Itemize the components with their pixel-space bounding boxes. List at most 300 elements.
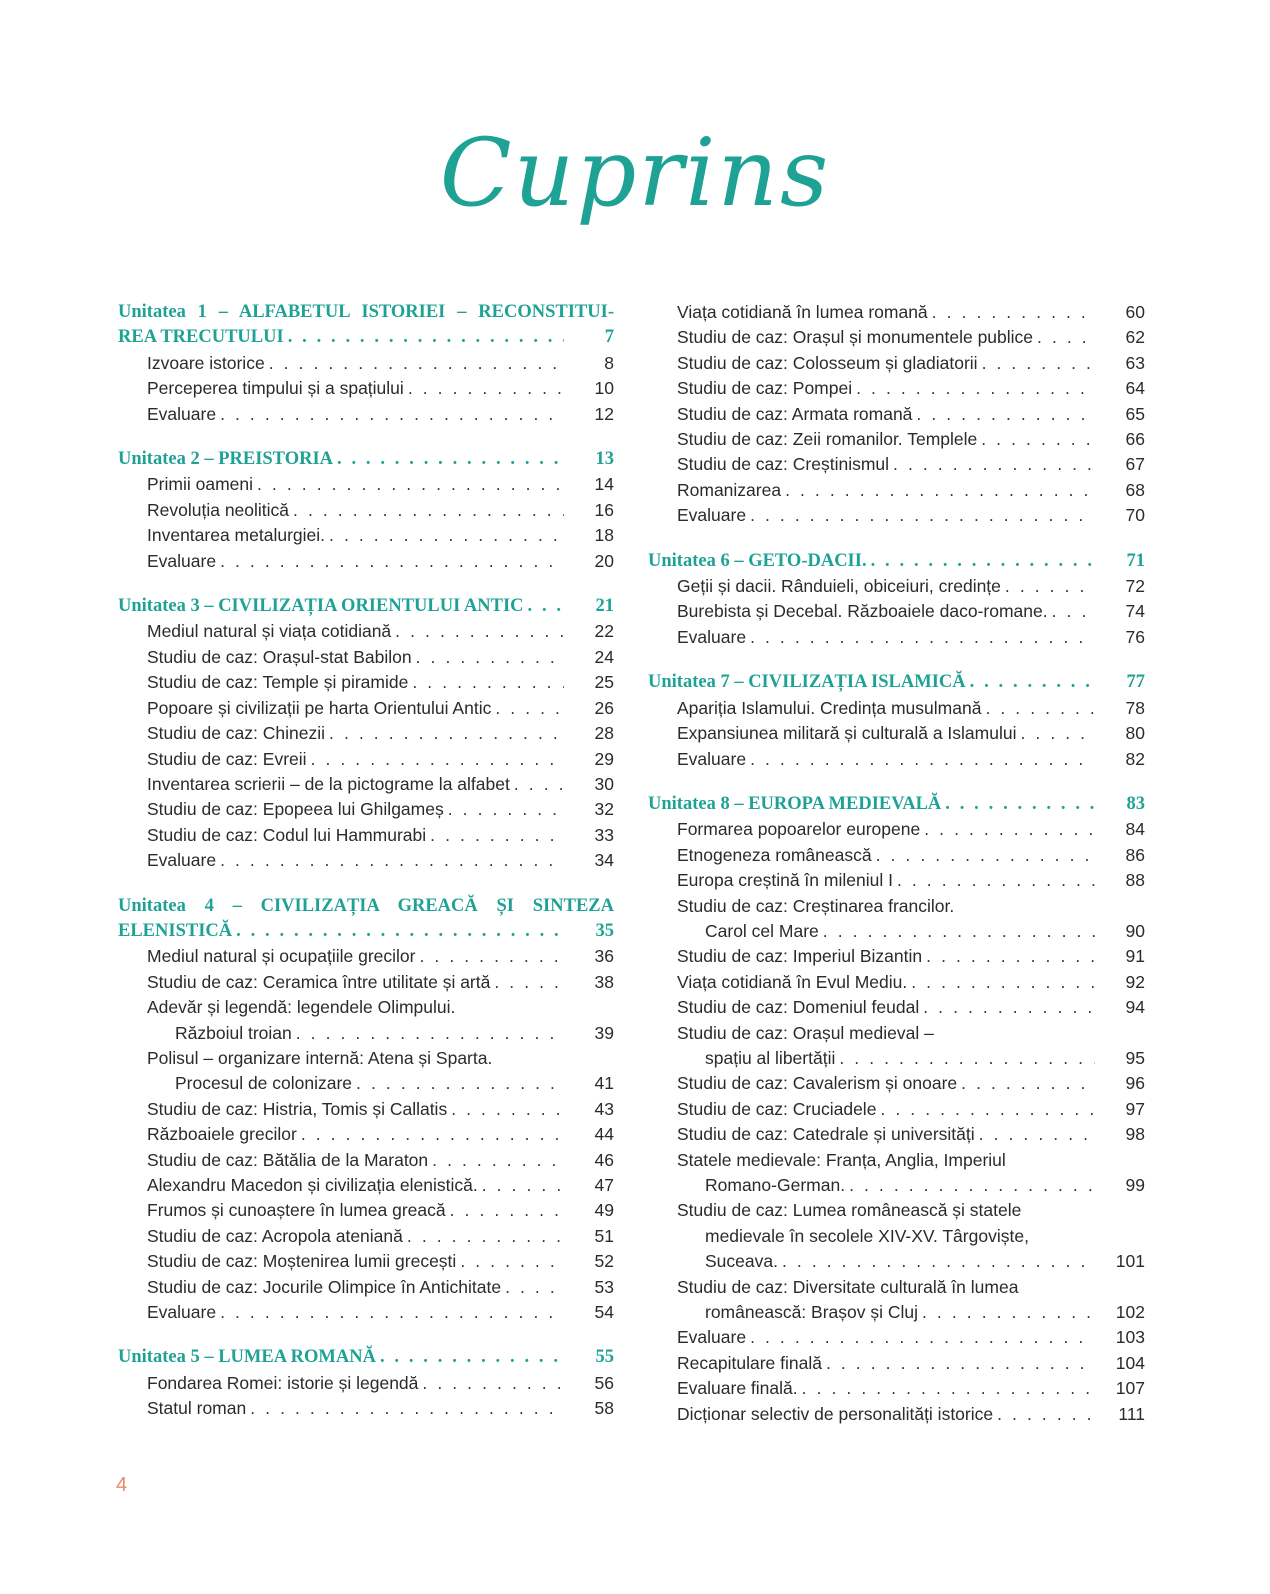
toc-page-number: 49 bbox=[594, 1200, 614, 1221]
toc-page-number: 62 bbox=[1125, 327, 1145, 348]
toc-entry[interactable] bbox=[648, 944, 1145, 969]
leader-dots bbox=[514, 772, 564, 797]
unit-page-number: 35 bbox=[595, 920, 614, 941]
toc-entry[interactable] bbox=[648, 1071, 1145, 1096]
toc-entry-title: Războiul troian bbox=[175, 1022, 292, 1043]
toc-entry-title: Studiu de caz: Orașul-stat Babilon bbox=[147, 646, 412, 667]
leader-dots bbox=[451, 1097, 564, 1122]
toc-entry[interactable] bbox=[648, 351, 1145, 376]
toc-entry-title: Mediul natural și ocupațiile grecilor bbox=[147, 946, 416, 967]
toc-page-number: 20 bbox=[594, 550, 614, 571]
toc-page-number: 29 bbox=[594, 748, 614, 769]
toc-page-number: 66 bbox=[1125, 429, 1145, 450]
leader-dots bbox=[802, 1376, 1095, 1401]
toc-entry[interactable] bbox=[118, 797, 614, 822]
toc-entry[interactable] bbox=[118, 1097, 614, 1122]
toc-entry-title: Viața cotidiană în Evul Mediu. bbox=[677, 971, 908, 992]
toc-entry-line[interactable]: Statele medievale: Franța, Anglia, Imperiul bbox=[677, 1149, 1006, 1170]
toc-entry[interactable] bbox=[118, 351, 614, 376]
toc-page-number: 43 bbox=[594, 1098, 614, 1119]
leader-dots bbox=[220, 848, 564, 873]
toc-entry[interactable] bbox=[118, 823, 614, 848]
toc-entry-title: Evaluare bbox=[677, 505, 747, 526]
toc-entry-title: Studiu de caz: Bătălia de la Maraton bbox=[147, 1149, 429, 1170]
toc-entry[interactable] bbox=[648, 868, 1145, 893]
toc-page-number: 22 bbox=[594, 621, 614, 642]
toc-entry-title: Războaiele grecilor bbox=[147, 1124, 297, 1145]
toc-page-number: 33 bbox=[594, 824, 614, 845]
leader-dots bbox=[826, 1351, 1095, 1376]
leader-dots bbox=[329, 523, 564, 548]
leader-dots bbox=[923, 995, 1095, 1020]
toc-entry-title: românească: Brașov și Cluj bbox=[705, 1302, 918, 1323]
leader-dots bbox=[823, 919, 1095, 944]
leader-dots bbox=[356, 1071, 564, 1096]
leader-dots bbox=[849, 1173, 1095, 1198]
unit-heading-line[interactable]: Unitatea 1 – ALFABETUL ISTORIEI – RECONSTITUI- bbox=[118, 302, 614, 322]
leader-dots bbox=[897, 868, 1095, 893]
toc-entry-title: Europa creștină în mileniul I bbox=[677, 870, 893, 891]
leader-dots bbox=[296, 1021, 564, 1046]
toc-unit bbox=[118, 447, 614, 574]
leader-dots bbox=[250, 1396, 564, 1421]
toc-entry[interactable] bbox=[648, 970, 1145, 995]
toc-entry[interactable] bbox=[648, 995, 1145, 1020]
toc-page-number: 38 bbox=[594, 971, 614, 992]
toc-unit bbox=[648, 549, 1145, 651]
toc-entry[interactable] bbox=[648, 1097, 1145, 1122]
leader-dots bbox=[430, 823, 564, 848]
unit-heading[interactable] bbox=[648, 549, 1145, 574]
toc-entry[interactable] bbox=[648, 478, 1145, 503]
toc-entry-title: Studiu de caz: Domeniul feudal bbox=[677, 997, 920, 1018]
leader-dots bbox=[979, 1122, 1095, 1147]
unit-heading-text: Unitatea 8 – EUROPA MEDIEVALĂ bbox=[648, 793, 942, 814]
unit-heading-text: REA TRECUTULUI bbox=[118, 327, 284, 348]
leader-dots bbox=[220, 549, 564, 574]
unit-heading[interactable] bbox=[118, 1345, 614, 1370]
toc-entry-line[interactable]: Studiu de caz: Orașul medieval – bbox=[677, 1022, 934, 1043]
leader-dots bbox=[1005, 574, 1095, 599]
toc-entry[interactable] bbox=[648, 427, 1145, 452]
toc-entry[interactable] bbox=[118, 848, 614, 873]
toc-page-number: 41 bbox=[594, 1073, 614, 1094]
toc-page-number: 76 bbox=[1125, 626, 1145, 647]
toc-entry[interactable] bbox=[648, 402, 1145, 427]
leader-dots bbox=[311, 747, 564, 772]
leader-dots bbox=[785, 478, 1095, 503]
toc-entry[interactable] bbox=[118, 1396, 614, 1421]
leader-dots bbox=[932, 300, 1095, 325]
toc-entry-title: Evaluare finală. bbox=[677, 1378, 798, 1399]
toc-entry[interactable] bbox=[118, 1275, 614, 1300]
leader-dots bbox=[432, 1148, 564, 1173]
toc-entry-title: Evaluare bbox=[677, 626, 747, 647]
toc-page-number: 70 bbox=[1125, 505, 1145, 526]
toc-entry[interactable] bbox=[648, 1402, 1145, 1427]
toc-page-number: 102 bbox=[1115, 1302, 1145, 1323]
leader-dots bbox=[407, 1224, 564, 1249]
toc-page-number: 28 bbox=[594, 723, 614, 744]
toc-page-number: 12 bbox=[594, 403, 614, 424]
leader-dots bbox=[220, 1300, 564, 1325]
toc-entry[interactable] bbox=[118, 970, 614, 995]
toc-page-number: 107 bbox=[1115, 1378, 1145, 1399]
toc-page-number: 16 bbox=[594, 499, 614, 520]
leader-dots bbox=[380, 1345, 564, 1370]
toc-page-number: 111 bbox=[1118, 1403, 1145, 1424]
toc-unit bbox=[118, 300, 614, 427]
leader-dots bbox=[419, 944, 564, 969]
toc-entry[interactable] bbox=[648, 325, 1145, 350]
toc-entry-title: Evaluare bbox=[677, 1327, 747, 1348]
toc-entry[interactable] bbox=[648, 1122, 1145, 1147]
leader-dots bbox=[257, 472, 564, 497]
leader-dots bbox=[782, 1249, 1095, 1274]
toc-entry[interactable] bbox=[648, 696, 1145, 721]
toc-entry[interactable] bbox=[118, 747, 614, 772]
toc-entry[interactable] bbox=[648, 1249, 1145, 1274]
toc-entry[interactable] bbox=[648, 747, 1145, 772]
toc-page-number: 65 bbox=[1125, 403, 1145, 424]
leader-dots bbox=[750, 625, 1095, 650]
toc-page-number: 74 bbox=[1125, 601, 1145, 622]
toc-entry[interactable] bbox=[118, 1021, 614, 1046]
unit-heading[interactable] bbox=[118, 325, 614, 350]
toc-entry-title: Studiu de caz: Jocurile Olimpice în Antichitate bbox=[147, 1276, 502, 1297]
toc-entry-title: Inventarea metalurgiei. bbox=[147, 525, 326, 546]
toc-entry[interactable] bbox=[118, 1148, 614, 1173]
toc-entry-title: Formarea popoarelor europene bbox=[677, 819, 921, 840]
toc-entry[interactable] bbox=[648, 1046, 1145, 1071]
toc-page-number: 82 bbox=[1125, 748, 1145, 769]
toc-left-column bbox=[118, 300, 614, 1442]
unit-page-number: 83 bbox=[1126, 793, 1145, 814]
toc-unit bbox=[648, 300, 1145, 529]
toc-page-number: 104 bbox=[1115, 1352, 1145, 1373]
toc-entry-line[interactable]: Polisul – organizare internă: Atena și Sparta. bbox=[147, 1047, 493, 1068]
toc-entry[interactable] bbox=[118, 549, 614, 574]
leader-dots bbox=[1020, 721, 1095, 746]
toc-entry[interactable] bbox=[648, 503, 1145, 528]
leader-dots bbox=[408, 376, 564, 401]
toc-page-number: 84 bbox=[1125, 819, 1145, 840]
toc-page-number: 78 bbox=[1125, 697, 1145, 718]
toc-page-number: 58 bbox=[594, 1398, 614, 1419]
toc-page-number: 10 bbox=[594, 378, 614, 399]
toc-entry-title: Procesul de colonizare bbox=[175, 1073, 353, 1094]
leader-dots bbox=[1052, 599, 1095, 624]
unit-page-number: 55 bbox=[595, 1347, 614, 1368]
toc-entry[interactable] bbox=[648, 599, 1145, 624]
leader-dots bbox=[460, 1249, 564, 1274]
toc-entry[interactable] bbox=[648, 1376, 1145, 1401]
toc-page-number: 47 bbox=[594, 1175, 614, 1195]
toc-entry[interactable] bbox=[118, 645, 614, 670]
toc-page-number: 64 bbox=[1125, 378, 1145, 399]
leader-dots bbox=[839, 1046, 1095, 1071]
leader-dots bbox=[395, 619, 564, 644]
toc-entry[interactable] bbox=[648, 817, 1145, 842]
unit-heading[interactable] bbox=[118, 447, 614, 472]
toc-entry[interactable] bbox=[118, 376, 614, 401]
toc-entry-title: Romanizarea bbox=[677, 479, 782, 500]
page-number: 4 bbox=[116, 1474, 128, 1496]
leader-dots bbox=[750, 1325, 1095, 1350]
toc-entry[interactable] bbox=[118, 472, 614, 497]
toc-entry[interactable] bbox=[118, 1173, 614, 1198]
toc-page-number: 25 bbox=[594, 672, 614, 693]
leader-dots bbox=[985, 696, 1095, 721]
unit-heading[interactable] bbox=[118, 919, 614, 944]
toc-page-number: 63 bbox=[1125, 352, 1145, 373]
unit-heading-text: Unitatea 3 – CIVILIZAȚIA ORIENTULUI ANTIC bbox=[118, 596, 524, 617]
toc-entry-title: Studiu de caz: Orașul și monumentele publice bbox=[677, 327, 1034, 348]
toc-page-number: 46 bbox=[594, 1149, 614, 1170]
toc-unit bbox=[648, 792, 1145, 1427]
toc-entry-line[interactable]: Studiu de caz: Diversitate culturală în lumea bbox=[677, 1276, 1019, 1297]
leader-dots bbox=[922, 1300, 1095, 1325]
toc-entry[interactable] bbox=[118, 1071, 614, 1096]
leader-dots bbox=[750, 747, 1095, 772]
leader-dots bbox=[482, 1173, 564, 1198]
leader-dots bbox=[448, 797, 564, 822]
toc-page-number: 51 bbox=[594, 1225, 614, 1246]
toc-entry[interactable] bbox=[118, 1122, 614, 1147]
toc-page-number: 68 bbox=[1125, 479, 1145, 500]
toc-page-number: 86 bbox=[1125, 844, 1145, 865]
toc-entry[interactable] bbox=[118, 696, 614, 721]
toc-entry[interactable] bbox=[118, 619, 614, 644]
toc-entry-title: Studiu de caz: Chinezii bbox=[147, 723, 326, 744]
toc-entry[interactable] bbox=[648, 625, 1145, 650]
toc-entry[interactable] bbox=[118, 498, 614, 523]
toc-page-number: 52 bbox=[594, 1251, 614, 1272]
toc-entry-title: Studiu de caz: Temple și piramide bbox=[147, 672, 409, 693]
leader-dots bbox=[982, 351, 1095, 376]
toc-entry[interactable] bbox=[118, 1224, 614, 1249]
toc-entry[interactable] bbox=[648, 1351, 1145, 1376]
leader-dots bbox=[997, 1402, 1095, 1427]
toc-entry-title: Etnogeneza românească bbox=[677, 844, 872, 865]
leader-dots bbox=[911, 970, 1095, 995]
toc-entry-title: Evaluare bbox=[147, 850, 217, 871]
toc-entry[interactable] bbox=[648, 574, 1145, 599]
toc-page-number: 103 bbox=[1115, 1327, 1145, 1348]
toc-entry-title: Viața cotidiană în lumea romană bbox=[677, 302, 928, 322]
toc-page-number: 26 bbox=[594, 697, 614, 718]
toc-page-number: 88 bbox=[1125, 870, 1145, 891]
toc-entry-title: Studiu de caz: Zeii romanilor. Templele bbox=[677, 429, 978, 450]
leader-dots bbox=[528, 594, 564, 619]
toc-entry-title: Studiu de caz: Pompei bbox=[677, 378, 853, 399]
leader-dots bbox=[856, 376, 1095, 401]
unit-heading-text: Unitatea 2 – PREISTORIA bbox=[118, 449, 333, 470]
toc-entry-title: Izvoare istorice bbox=[147, 352, 265, 373]
leader-dots bbox=[494, 970, 564, 995]
toc-page-number: 92 bbox=[1125, 971, 1145, 992]
leader-dots bbox=[916, 402, 1095, 427]
toc-entry-title: Studiu de caz: Colosseum și gladiatorii bbox=[677, 352, 978, 373]
leader-dots bbox=[236, 919, 564, 944]
toc-page-number: 80 bbox=[1125, 723, 1145, 744]
toc-page-number: 54 bbox=[594, 1302, 614, 1323]
toc-page-number: 8 bbox=[604, 352, 614, 373]
page-title: Cuprins bbox=[439, 119, 831, 228]
toc-entry-title: Evaluare bbox=[677, 748, 747, 769]
toc-entry-title: Inventarea scrierii – de la pictograme la alfabet bbox=[147, 773, 510, 794]
toc-entry-line[interactable]: Studiu de caz: Creștinarea francilor. bbox=[677, 895, 955, 916]
toc-entry-title: Romano-German. bbox=[705, 1175, 846, 1195]
toc-entry-title: spațiu al libertății bbox=[705, 1047, 836, 1068]
leader-dots bbox=[924, 817, 1095, 842]
toc-page-number: 90 bbox=[1125, 920, 1145, 941]
toc-entry-title: Studiu de caz: Acropola ateniană bbox=[147, 1225, 403, 1246]
leader-dots bbox=[495, 696, 564, 721]
toc-page-number: 99 bbox=[1125, 1175, 1145, 1195]
toc-entry-title: Evaluare bbox=[147, 403, 217, 424]
leader-dots bbox=[293, 498, 564, 523]
toc-entry-title: Revoluția neolitică bbox=[147, 499, 290, 520]
toc-entry[interactable] bbox=[118, 1300, 614, 1325]
unit-heading[interactable] bbox=[648, 670, 1145, 695]
leader-dots bbox=[220, 402, 564, 427]
unit-page-number: 13 bbox=[595, 449, 614, 470]
toc-entry[interactable] bbox=[118, 1371, 614, 1396]
toc-entry-title: Studiu de caz: Ceramica între utilitate și artă bbox=[147, 971, 491, 992]
toc-entry[interactable] bbox=[118, 670, 614, 695]
toc-entry[interactable] bbox=[118, 721, 614, 746]
toc-entry[interactable] bbox=[648, 843, 1145, 868]
unit-heading-text: Unitatea 6 – GETO-DACII. bbox=[648, 550, 867, 571]
toc-entry[interactable] bbox=[118, 1198, 614, 1223]
toc-entry-line[interactable]: medievale în secolele XIV-XV. Târgoviște, bbox=[705, 1225, 1029, 1246]
toc-entry-title: Studiu de caz: Catedrale și universități bbox=[677, 1124, 975, 1145]
toc-entry-title: Popoare și civilizații pe harta Orientului Antic bbox=[147, 697, 492, 718]
toc-entry[interactable] bbox=[648, 919, 1145, 944]
unit-heading-text: Unitatea 7 – CIVILIZAȚIA ISLAMICĂ bbox=[648, 672, 966, 693]
toc-entry-title: Frumos și cunoaștere în lumea greacă bbox=[147, 1200, 446, 1221]
unit-heading[interactable] bbox=[648, 792, 1145, 817]
toc-page-number: 72 bbox=[1125, 576, 1145, 597]
toc-entry-title: Studiu de caz: Imperiul Bizantin bbox=[677, 946, 923, 967]
leader-dots bbox=[505, 1275, 564, 1300]
leader-dots bbox=[1037, 325, 1095, 350]
leader-dots bbox=[450, 1198, 564, 1223]
toc-entry-line[interactable]: Studiu de caz: Lumea românească și statele bbox=[677, 1200, 1022, 1221]
toc-page-number: 60 bbox=[1125, 302, 1145, 322]
toc-entry[interactable] bbox=[118, 523, 614, 548]
toc-page-number: 97 bbox=[1125, 1098, 1145, 1119]
toc-entry-title: Studiu de caz: Epopeea lui Ghilgameș bbox=[147, 799, 444, 820]
toc-entry-title: Suceava. bbox=[705, 1251, 778, 1272]
toc-entry[interactable] bbox=[648, 1173, 1145, 1198]
unit-heading[interactable] bbox=[118, 594, 614, 619]
leader-dots bbox=[416, 645, 564, 670]
toc-entry-title: Apariția Islamului. Credința musulmană bbox=[677, 697, 982, 718]
toc-entry-title: Fondarea Romei: istorie și legendă bbox=[147, 1372, 419, 1393]
toc-entry[interactable] bbox=[648, 300, 1145, 325]
toc-entry-title: Recapitulare finală bbox=[677, 1352, 822, 1373]
toc-entry[interactable] bbox=[648, 1300, 1145, 1325]
toc-entry-title: Carol cel Mare bbox=[705, 920, 819, 941]
toc-page-number: 95 bbox=[1125, 1047, 1145, 1068]
leader-dots bbox=[926, 944, 1095, 969]
toc-right-column bbox=[648, 300, 1145, 1447]
toc-entry[interactable] bbox=[118, 772, 614, 797]
toc-entry-title: Alexandru Macedon și civilizația elenistică. bbox=[147, 1175, 478, 1195]
toc-unit bbox=[118, 1345, 614, 1421]
toc-page-number: 56 bbox=[594, 1372, 614, 1393]
toc-entry-title: Evaluare bbox=[147, 550, 217, 571]
leader-dots bbox=[945, 792, 1095, 817]
toc-page-number: 34 bbox=[594, 850, 614, 871]
toc-entry-title: Studiu de caz: Codul lui Hammurabi bbox=[147, 824, 427, 845]
toc-entry[interactable] bbox=[648, 721, 1145, 746]
toc-page-number: 24 bbox=[594, 646, 614, 667]
toc-entry-title: Evaluare bbox=[147, 1302, 217, 1323]
toc-entry-line[interactable]: Adevăr și legendă: legendele Olimpului. bbox=[147, 997, 456, 1018]
toc-entry[interactable] bbox=[118, 1249, 614, 1274]
toc-entry-title: Studiu de caz: Armata romană bbox=[677, 403, 913, 424]
toc-entry-title: Dicționar selectiv de personalități istorice bbox=[677, 1403, 994, 1424]
leader-dots bbox=[337, 447, 564, 472]
toc-page-number: 98 bbox=[1125, 1124, 1145, 1145]
toc-entry[interactable] bbox=[118, 402, 614, 427]
leader-dots bbox=[750, 503, 1095, 528]
toc-entry[interactable] bbox=[648, 1325, 1145, 1350]
unit-page-number: 71 bbox=[1126, 550, 1145, 571]
leader-dots bbox=[269, 351, 564, 376]
leader-dots bbox=[880, 1097, 1095, 1122]
unit-heading-text: Unitatea 5 – LUMEA ROMANĂ bbox=[118, 1347, 376, 1368]
toc-entry-title: Studiu de caz: Creștinismul bbox=[677, 454, 890, 475]
toc-entry[interactable] bbox=[648, 452, 1145, 477]
toc-unit bbox=[648, 670, 1145, 772]
leader-dots bbox=[961, 1071, 1095, 1096]
toc-entry-title: Geții și dacii. Rânduieli, obiceiuri, credințe bbox=[677, 576, 1001, 597]
leader-dots bbox=[871, 549, 1095, 574]
toc-page-number: 39 bbox=[594, 1022, 614, 1043]
toc-entry-title: Studiu de caz: Cavalerism și onoare bbox=[677, 1073, 958, 1094]
toc-entry-title: Expansiunea militară și culturală a Islamului bbox=[677, 723, 1017, 744]
toc-page-number: 96 bbox=[1125, 1073, 1145, 1094]
toc-entry-title: Studiu de caz: Histria, Tomis și Callatis bbox=[147, 1098, 448, 1119]
toc-page-number: 18 bbox=[594, 525, 614, 546]
toc-entry-title: Primii oameni bbox=[147, 474, 253, 495]
toc-entry-title: Statul roman bbox=[147, 1398, 247, 1419]
unit-page-number: 21 bbox=[595, 596, 614, 617]
leader-dots bbox=[981, 427, 1095, 452]
unit-page-number: 77 bbox=[1126, 672, 1145, 693]
toc-page-number: 36 bbox=[594, 946, 614, 967]
toc-entry[interactable] bbox=[118, 944, 614, 969]
toc-unit bbox=[118, 894, 614, 1326]
toc-entry-title: Studiu de caz: Cruciadele bbox=[677, 1098, 877, 1119]
toc-entry-title: Studiu de caz: Moștenirea lumii grecești bbox=[147, 1251, 457, 1272]
unit-heading-line[interactable]: Unitatea 4 – CIVILIZAȚIA GREACĂ ȘI SINTEZA bbox=[118, 895, 614, 916]
toc-page-number: 67 bbox=[1125, 454, 1145, 475]
toc-page-number: 94 bbox=[1125, 997, 1145, 1018]
leader-dots bbox=[412, 670, 564, 695]
toc-entry-title: Mediul natural și viața cotidiană bbox=[147, 621, 392, 642]
toc-unit bbox=[118, 594, 614, 873]
leader-dots bbox=[288, 325, 564, 350]
toc-page-number: 101 bbox=[1115, 1251, 1145, 1272]
toc-entry[interactable] bbox=[648, 376, 1145, 401]
toc-entry-title: Studiu de caz: Evreii bbox=[147, 748, 307, 769]
toc-page-number: 30 bbox=[594, 773, 614, 794]
